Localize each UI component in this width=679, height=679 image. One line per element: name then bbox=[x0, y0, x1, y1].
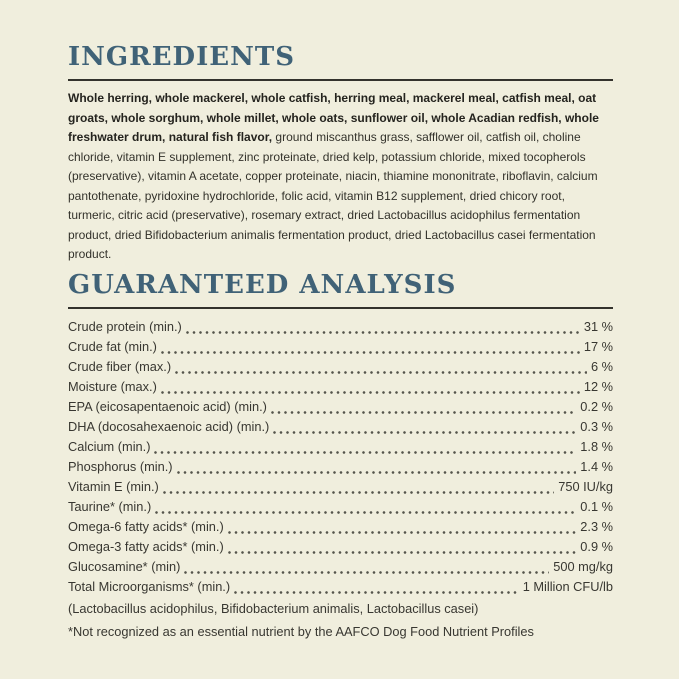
analysis-row-label: Taurine* (min.) bbox=[68, 499, 152, 514]
analysis-row-label: DHA (docosahexaenoic acid) (min.) bbox=[68, 419, 270, 434]
dot-leader bbox=[161, 391, 580, 394]
analysis-row-label: Omega-3 fatty acids* (min.) bbox=[68, 539, 224, 554]
analysis-row bbox=[68, 539, 613, 559]
analysis-row bbox=[68, 499, 613, 519]
analysis-row bbox=[68, 339, 613, 359]
microorganisms-note: (Lactobacillus acidophilus, Bifidobacterium animalis, Lactobacillus casei) bbox=[68, 601, 479, 616]
dot-leader bbox=[155, 511, 576, 514]
analysis-row-value: 1.8 % bbox=[580, 439, 613, 454]
analysis-row-value: 2.3 % bbox=[580, 519, 613, 534]
ingredients-secondary-list: ground miscanthus grass, safflower oil, catfish oil, choline chloride, vitamin E supplement, zinc proteinate, dried kelp, potassium chloride, mixed tocopherols (preservative), vitamin A acetate, copper proteinate, niacin, thiamine mononitrate, riboflavin, calcium pantothenate, pyridoxine hydrochloride, folic acid, vitamin B12 supplement, dried chicory root, turmeric, citric acid (preservative), rosemary extract, dried Lactobacillus acidophilus fermentation product, dried Bifidobacterium animalis fermentation product, dried Lactobacillus casei fermentation product. bbox=[68, 130, 598, 261]
ingredients-primary-list: Whole herring, whole mackerel, whole catfish, herring meal, mackerel meal, catfish meal, oat groats, whole sorghum, whole millet, whole oats, sunflower oil, whole Acadian redfish, whole freshwater drum, natural fish flavor, bbox=[68, 91, 599, 144]
guaranteed-analysis-section bbox=[68, 270, 613, 642]
dot-leader bbox=[271, 411, 576, 414]
dot-leader bbox=[175, 371, 587, 374]
guaranteed-analysis-heading: GUARANTEED ANALYSIS bbox=[68, 270, 457, 300]
dot-leader bbox=[234, 591, 519, 594]
analysis-row-value: 0.2 % bbox=[580, 399, 613, 414]
dot-leader bbox=[184, 571, 549, 574]
analysis-row-value: 750 IU/kg bbox=[558, 479, 613, 494]
analysis-row-label: Omega-6 fatty acids* (min.) bbox=[68, 519, 224, 534]
analysis-row bbox=[68, 519, 613, 539]
analysis-row bbox=[68, 379, 613, 399]
dot-leader bbox=[186, 331, 580, 334]
analysis-row-value: 12 % bbox=[583, 379, 613, 394]
analysis-row-label: Moisture (max.) bbox=[68, 379, 157, 394]
dot-leader bbox=[161, 351, 580, 354]
analysis-row-label: Vitamin E (min.) bbox=[68, 479, 159, 494]
analysis-row bbox=[68, 319, 613, 339]
analysis-row bbox=[68, 399, 613, 419]
analysis-row-value: 17 % bbox=[583, 339, 613, 354]
analysis-row-value: 0.9 % bbox=[580, 539, 613, 554]
analysis-row-value: 31 % bbox=[583, 319, 613, 334]
analysis-row-value: 500 mg/kg bbox=[553, 559, 613, 574]
dot-leader bbox=[228, 551, 577, 554]
ingredients-divider bbox=[68, 79, 613, 81]
ingredients-heading: INGREDIENTS bbox=[68, 42, 295, 72]
analysis-row bbox=[68, 559, 613, 579]
analysis-row-value: 1.4 % bbox=[580, 459, 613, 474]
analysis-row-label: Crude fiber (max.) bbox=[68, 359, 172, 374]
analysis-row-label: Total Microorganisms* (min.) bbox=[68, 579, 231, 594]
dot-leader bbox=[154, 451, 576, 454]
analysis-row bbox=[68, 439, 613, 459]
dot-leader bbox=[273, 431, 576, 434]
analysis-row bbox=[68, 359, 613, 379]
ingredients-paragraph bbox=[68, 89, 613, 265]
guaranteed-analysis-divider bbox=[68, 307, 613, 309]
analysis-row bbox=[68, 419, 613, 439]
analysis-row-value: 1 Million CFU/lb bbox=[522, 579, 613, 594]
analysis-row bbox=[68, 479, 613, 499]
analysis-row-label: Phosphorus (min.) bbox=[68, 459, 173, 474]
dot-leader bbox=[163, 491, 554, 494]
analysis-row bbox=[68, 579, 613, 599]
analysis-row-label: Calcium (min.) bbox=[68, 439, 151, 454]
aafco-footnote: *Not recognized as an essential nutrient by the AAFCO Dog Food Nutrient Profiles bbox=[68, 624, 534, 639]
analysis-row-value: 0.1 % bbox=[580, 499, 613, 514]
analysis-table bbox=[68, 319, 613, 599]
ingredients-section bbox=[68, 42, 613, 277]
dot-leader bbox=[177, 471, 577, 474]
analysis-row-value: 0.3 % bbox=[580, 419, 613, 434]
analysis-row bbox=[68, 459, 613, 479]
dot-leader bbox=[228, 531, 577, 534]
analysis-row-value: 6 % bbox=[590, 359, 613, 374]
analysis-row-label: EPA (eicosapentaenoic acid) (min.) bbox=[68, 399, 267, 414]
analysis-row-label: Crude fat (min.) bbox=[68, 339, 157, 354]
analysis-row-label: Crude protein (min.) bbox=[68, 319, 182, 334]
analysis-row-label: Glucosamine* (min) bbox=[68, 559, 181, 574]
